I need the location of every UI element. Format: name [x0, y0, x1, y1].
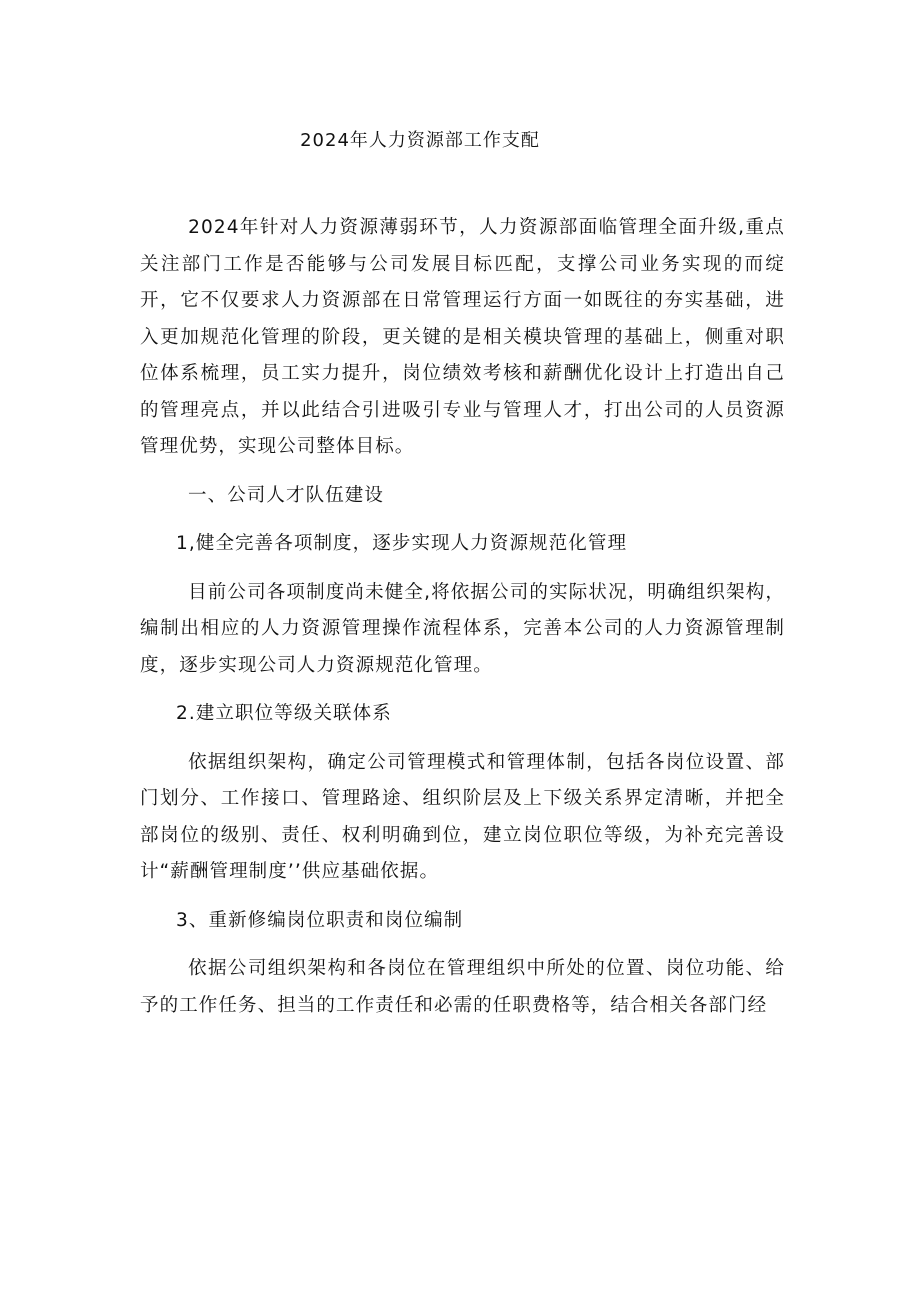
document-body: [140, 210, 785, 1036]
section-1-heading: 一、公司人才队伍建设: [188, 484, 385, 506]
item-3-heading: 3、重新修编岗位职责和岗位编制: [176, 909, 464, 931]
intro-paragraph: 2024年针对人力资源薄弱环节，人力资源部面临管理全面升级,重点关注部门工作是否能够与公司发展目标匹配，支撑公司业务实现的而绽开，它不仅要求人力资源部在日常管理运行方面一如既往的夯实基础，进入更加规范化管理的阶段，更关键的是相关模块管理的基础上，侧重对职位体系梳理，员工实力提升，岗位绩效考核和薪酬优化设计上打造出自己的管理亮点，并以此结合引进吸引专业与管理人才，打出公司的人员资源管理优势，实现公司整体目标。: [140, 217, 785, 457]
item-1-paragraph: 目前公司各项制度尚未健全,将依据公司的实际状况，明确组织架构，编制出相应的人力资源管理操作流程体系，完善本公司的人力资源管理制度，逐步实现公司人力资源规范化管理。: [140, 581, 785, 676]
item-3-paragraph: 依据公司组织架构和各岗位在管理组织中所处的位置、岗位功能、给予的工作任务、担当的工作责任和必需的任职费格等，结合相关各部门经: [140, 958, 785, 1016]
document-title: 2024年人力资源部工作支配: [300, 130, 540, 151]
item-2-paragraph: 依据组织架构，确定公司管理模式和管理体制，包括各岗位设置、部门划分、工作接口、管理路途、组织阶层及上下级关系界定清晰，并把全部岗位的级别、责任、权利明确到位，建立岗位职位等级，为补充完善设计“薪酬管理制度’’供应基础依据。: [140, 751, 785, 882]
item-1-heading: 1,健全完善各项制度，逐步实现人力资源规范化管理: [176, 533, 628, 554]
item-2-heading: 2.建立职位等级关联体系: [176, 703, 392, 724]
